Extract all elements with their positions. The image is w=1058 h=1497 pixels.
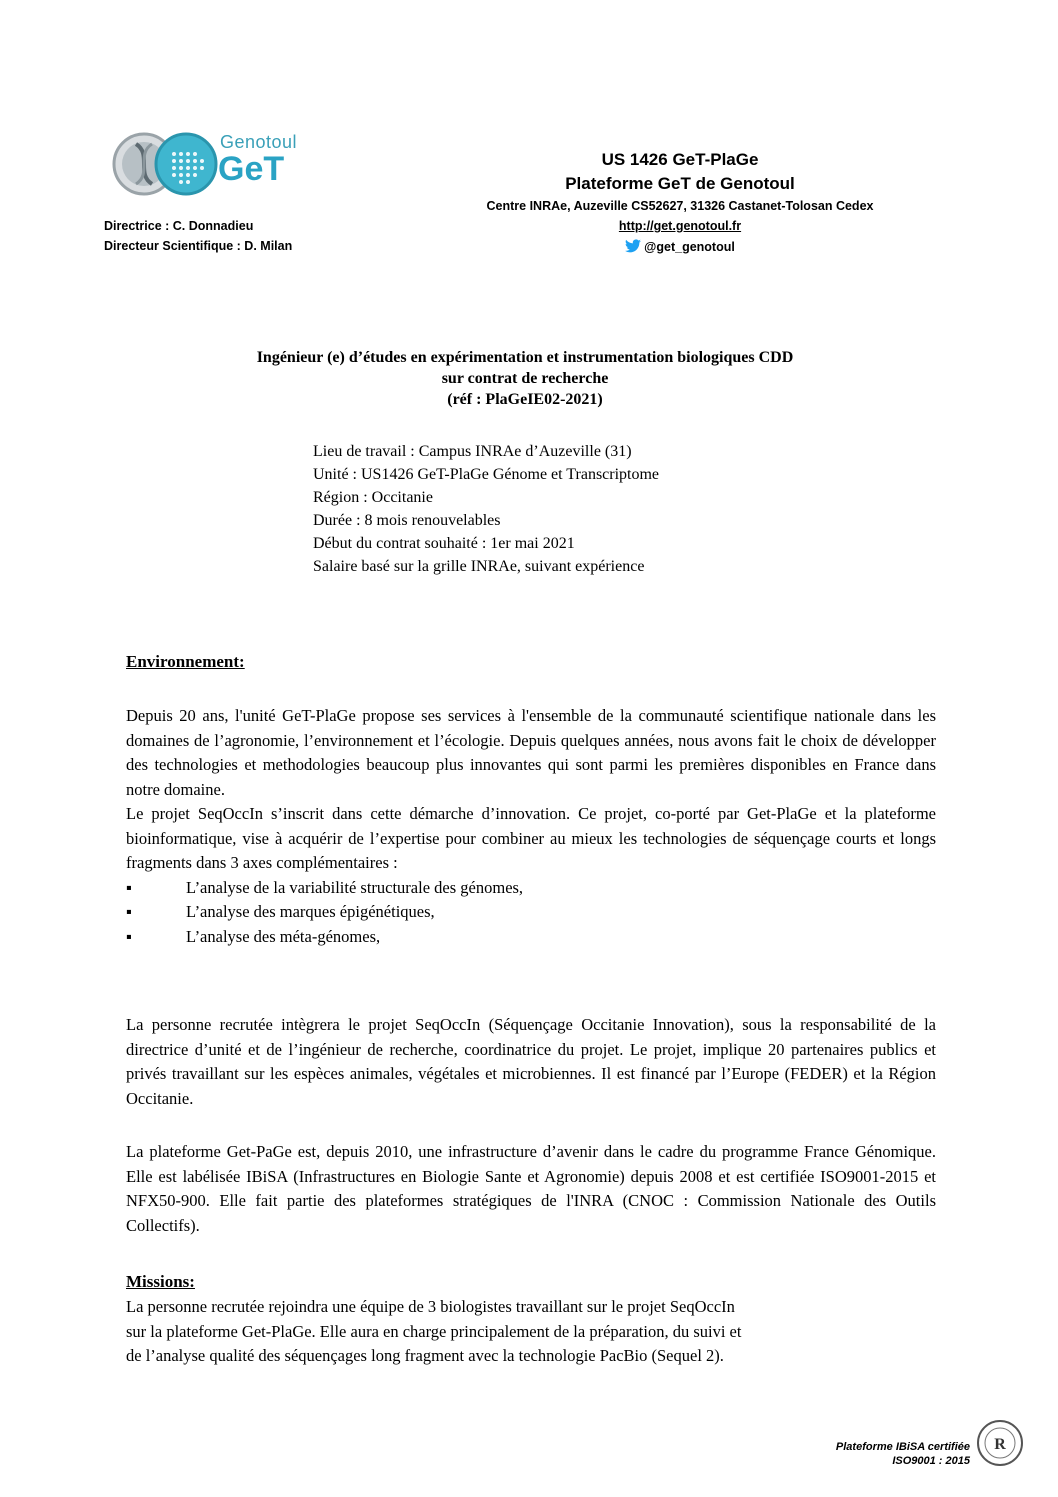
bullet-symbol: ▪ [126, 877, 132, 897]
environment-heading: Environnement: [126, 652, 245, 671]
missions-line-2: sur la plateforme Get-PlaGe. Elle aura en charge principalement de la préparation, du suivi et [126, 1321, 742, 1341]
job-title [150, 347, 900, 410]
twitter-line[interactable] [430, 239, 930, 254]
website-link[interactable] [430, 219, 930, 233]
bullet-item [126, 925, 936, 950]
platform-title: Plateforme GeT de Genotoul [565, 174, 795, 193]
info-location: Lieu de travail : Campus INRAe d’Auzeville (31) [313, 443, 632, 460]
address: Centre INRAe, Auzeville CS52627, 31326 Castanet-Tolosan Cedex [486, 199, 874, 213]
bullet-symbol: ▪ [126, 902, 132, 921]
info-region: Région : Occitanie [313, 489, 433, 506]
bullet-item [126, 900, 936, 925]
unit-title: US 1426 GeT-PlaGe [601, 150, 759, 169]
environment-paragraph-2: Le projet SeqOccIn s’inscrit dans cette démarche d’innovation. Ce projet, co-porté par Get-PlaGe et la plateforme bioinformatique, vise à acquérir de l’expertise pour combiner au mieux les technologies de séquençage courts et longs fragments dans 3 axes complémentaires : [126, 804, 936, 872]
missions-paragraph [126, 1295, 936, 1369]
certification-footer [780, 1440, 970, 1468]
missions-line-3: de l’analyse qualité des séquençages long fragment avec la technologie PacBio (Sequel 2). [126, 1346, 724, 1365]
job-title-line2: sur contrat de recherche [441, 370, 609, 387]
seal-letter: R [994, 1436, 1006, 1453]
job-info-list [313, 440, 659, 578]
bullet-symbol: ▪ [126, 926, 132, 946]
info-unit: Unité : US1426 GeT-PlaGe Génome et Transcriptome [313, 466, 660, 483]
bullet-text: L’analyse de la variabilité structurale des génomes, [186, 877, 524, 897]
missions-heading: Missions: [126, 1272, 195, 1291]
director-line: Directrice : C. Donnadieu [104, 219, 254, 233]
sci-director-line: Directeur Scientifique : D. Milan [104, 239, 293, 253]
job-reference: (réf : PlaGeIE02-2021) [447, 391, 603, 408]
certification-line-1: Plateforme IBiSA certifiée [835, 1441, 970, 1453]
environment-body [126, 704, 936, 949]
twitter-bird-icon [625, 239, 641, 253]
twitter-handle[interactable]: @get_genotoul [644, 240, 735, 254]
bullet-text: L’analyse des marques épigénétiques, [186, 902, 435, 921]
environment-paragraph-4: La plateforme Get-PaGe est, depuis 2010, une infrastructure d’avenir dans le cadre du programme France Génomique. Elle est labélisée IBiSA (Infrastructures en Biologie Sante et Agronomie) depuis 2008 et est certifiée ISO9001-2015 et NFX50-900. Elle fait partie des plateformes stratégiques de l'INRA (CNOC : Commission Nationale des Outils Collectifs). [126, 1142, 936, 1235]
info-salary: Salaire basé sur la grille INRAe, suivant expérience [313, 558, 645, 575]
certification-line-2: ISO9001 : 2015 [892, 1455, 970, 1467]
logo-title: GeT [218, 150, 285, 188]
logo-subtitle: Genotoul [220, 132, 298, 152]
certification-seal-icon [975, 1418, 1025, 1468]
job-title-line1: Ingénieur (e) d’études en expérimentation et instrumentation biologiques CDD [256, 349, 794, 366]
missions-line-1: La personne recrutée rejoindra une équipe de 3 biologistes travaillant sur le projet SeqOccIn [126, 1297, 735, 1316]
bullet-text: L’analyse des méta-génomes, [186, 926, 381, 946]
bullet-item [126, 876, 936, 901]
info-duration: Durée : 8 mois renouvelables [313, 512, 501, 529]
website-link-text[interactable]: http://get.genotoul.fr [618, 219, 742, 233]
info-start-date: Début du contrat souhaité : 1er mai 2021 [313, 535, 575, 552]
environment-paragraph-1: Depuis 20 ans, l'unité GeT-PlaGe propose ses services à l'ensemble de la communauté scientifique nationale dans les domaines de l’agronomie, l’environnement et l’écologie. Depuis quelques années, nous avons fait le choix de développer des technologies et methodologies beaucoup plus innovantes qui sont parmi les premières disponibles en France dans notre domaine. [126, 706, 936, 799]
environment-paragraph-3: La personne recrutée intègrera le projet SeqOccIn (Séquençage Occitanie Innovation), sous la responsabilité de la directrice d’unité et de l’ingénieur de recherche, coordinatrice du projet. Le projet, implique 20 partenaires publics et privés travaillant sur les espèces animales, végétales et microbiennes. Il est financé par l’Europe (FEDER) et la Région Occitanie. [126, 1015, 936, 1108]
